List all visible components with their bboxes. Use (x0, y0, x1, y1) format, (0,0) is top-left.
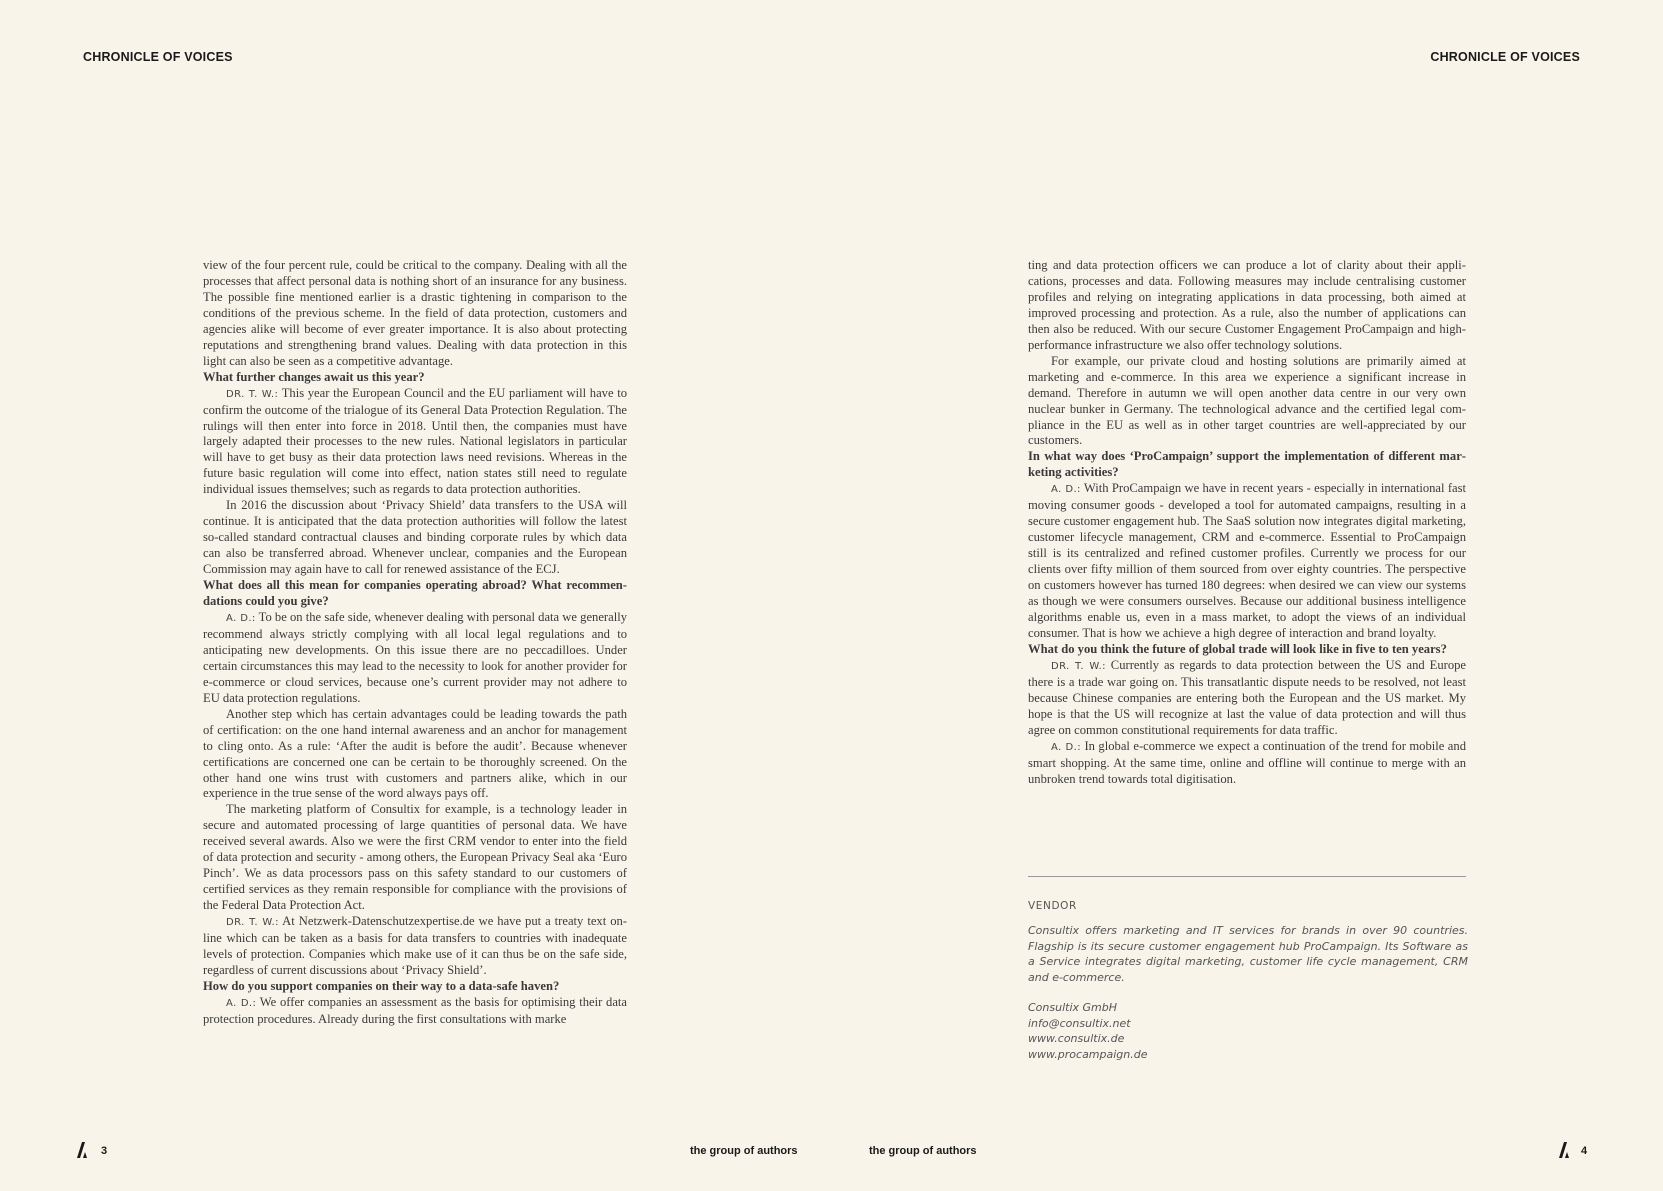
publisher-logo-icon (75, 1141, 91, 1159)
interview-question: What further changes await us this year? (203, 369, 425, 384)
interview-answer (1028, 739, 1466, 788)
footer-authors-right: the group of authors (869, 1145, 977, 1157)
body-paragraph: ting and data protection officers we can produce a lot of clarity about their applications, processes and data. Following measures may include centralising customer profiles and relying on integrating applications in data processing, both aimed at improved processing and protection. As a rule, also the number of applications can then also be reduced. With our secure Customer Engagement ProCampaign and high-performance infrastructure we also offer technology solutions. (1028, 258, 1466, 352)
vendor-box (1028, 900, 1468, 1062)
running-header-left: CHRONICLE OF VOICES (83, 50, 233, 64)
answer-text: To be on the safe side, whenever dealing with personal data we generally recommend always strictly complying with all local legal regulations and to anticipating new developments. On this issue there are no peccadilloes. Under certain circumstances this may lead to the necessity to look for another provider for e-commerce or cloud services, because one’s current provider may not adhere to EU data protection regulations. (203, 609, 628, 705)
body-paragraph: In 2016 the discussion about ‘Privacy Shield’ data transfers to the USA will continue. It is anticipated that the data protection authorities will follow the latest so-called standard contractual clauses and binding corporate rules by which data can also be transferred abroad. Whenever unclear, companies and the European Commission may again have to call for renewed assistance of the ECJ. (203, 498, 627, 577)
page-number-left: 3 (101, 1145, 108, 1157)
interview-answer (203, 995, 627, 1028)
footer-authors-left: the group of authors (690, 1145, 798, 1157)
interview-answer (1028, 481, 1466, 642)
vendor-email[interactable]: info@consultix.net (1028, 1016, 1131, 1030)
answer-text: Currently as regards to data protection between the US and Europe there is a trade war going on. This transatlantic dispute needs to be resolved, not least because Chinese companies are entering both the European and the US market. My hope is that the US will recognize at last the value of data protection and will thus agree on common constitutional requirements for data traffic. (1028, 657, 1466, 737)
vendor-description: Consultix offers marketing and IT services for brands in over 90 countries. Flagship is its secure customer engagement hub ProCampaign. Its Software as a Service integrates digital marketing, customer life cycle management, CRM and e-commerce. (1028, 924, 1468, 984)
interview-question: What does all this mean for companies operating abroad? What recommendations could you give? (203, 578, 627, 609)
answer-text: In global e-commerce we expect a continuation of the trend for mobile and smart shopping. At the same time, online and offline will continue to merge with an unbroken trend towards total digitisation. (1028, 738, 1466, 786)
speaker-initials: A. D.: (226, 997, 257, 1009)
vendor-website-procampaign[interactable]: www.procampaign.de (1028, 1047, 1148, 1061)
speaker-initials: DR. T. W.: (226, 388, 279, 400)
speaker-initials: A. D.: (1051, 741, 1081, 753)
body-paragraph: The marketing platform of Consultix for example, is a technology leader in secure and automated processing of large quantities of personal data. We have received several awards. Also we were the first CRM vendor to enter into the field of data protection and security - among others, the European Privacy Seal aka ‘Euro Pinch’. We as data processors pass on this safety standard to our customers of certified services as they remain responsible for compliance with the provisions of the Federal Data Protection Act. (203, 802, 627, 913)
left-text-column (203, 258, 627, 1028)
vendor-company: Consultix GmbH (1028, 1001, 1118, 1014)
right-text-column (1028, 258, 1466, 787)
page-number-right: 4 (1581, 1145, 1588, 1157)
vendor-divider (1028, 876, 1466, 877)
interview-answer (203, 386, 627, 499)
running-header-right: CHRONICLE OF VOICES (1430, 50, 1580, 64)
vendor-website-consultix[interactable]: www.consultix.de (1028, 1032, 1125, 1045)
interview-answer (1028, 658, 1466, 739)
speaker-initials: DR. T. W.: (226, 917, 279, 929)
speaker-initials: A. D.: (1051, 484, 1081, 496)
answer-text: With ProCampaign we have in recent years - especially in international fast moving consumer goods - developed a tool for automated campaigns, resulting in a secure customer engagement hub. The SaaS solution now integrates digital marketing, customer lifecycle management, CRM and e-commerce. Essential to ProCampaign still is its centralized and refined customer profiles. Currently we process for our clients over fifty million of them sourced from over eighty countries. The perspective on customers however has turned 180 degrees: when desired we can view our systems as though we were consumers ourselves. Because our additional business intelligence algorithms enable us, even in a mass market, to adopt the views of an individual consumer. That is how we achieve a high degree of interaction and brand loyalty. (1028, 481, 1467, 640)
vendor-label: VENDOR (1028, 900, 1077, 912)
publisher-logo-icon (1557, 1141, 1573, 1159)
body-paragraph: view of the four percent rule, could be critical to the company. Dealing with all the processes that affect personal data is nothing short of an insurance for any business. The possible fine mentioned earlier is a drastic tightening in comparison to the conditions of the previous scheme. In the field of data protection, customers and agencies alike will become of ever greater importance. It is also about protecting reputations and strengthening brand values. Dealing with data protection in this light can also be seen as a competitive advantage. (203, 258, 627, 368)
body-paragraph: Another step which has certain advantages could be leading towards the path of certification: on the one hand internal awareness and an anchor for management to cling onto. As a rule: ‘After the audit is before the audit’. Because whenever certifications are concerned one can be certain to be thoroughly screened. On the other hand one wins trust with customers and partners alike, which in our experience in the true sense of the word always pays off. (203, 706, 627, 801)
interview-question: In what way does ‘ProCampaign’ support the implementation of different marketing activities? (1028, 449, 1466, 480)
body-paragraph: For example, our private cloud and hosting solutions are primarily aimed at marketing and e-commerce. In this area we experience a significant increase in demand. Therefore in autumn we will open another data centre in our very own nuclear bunker in Germany. The technological advance and the certified legal compliance in the EU as well as in other target countries are well-appreciated by our customers. (1028, 353, 1466, 448)
interview-answer (203, 610, 627, 707)
interview-question: What do you think the future of global trade will look like in five to ten years? (1028, 641, 1447, 656)
answer-text: We offer companies an assessment as the basis for optimising their data protection procedures. Already during the first consultations with marke (203, 994, 627, 1026)
speaker-initials: A. D.: (226, 612, 256, 624)
speaker-initials: DR. T. W.: (1051, 660, 1106, 672)
interview-answer (203, 914, 627, 979)
answer-text: At Netzwerk-Datenschutzexpertise.de we have put a treaty text online which can be taken as a basis for data transfers to countries with inadequate levels of protection. Companies which make use of it can thus be on the safe side, regardless of current discussions about ‘Privacy Shield’. (203, 914, 627, 977)
interview-question: How do you support companies on their way to a data-safe haven? (203, 978, 560, 993)
answer-text: This year the European Council and the EU parliament will have to confirm the outcome of the trialogue of its General Data Protection Regulation. The rulings will then enter into force in 2018. Until then, the companies must have largely adapted their processes to the new rules. National legislators in particular will have to get busy as their data protection laws need revisions. Whereas in the future basic regulation will come into effect, nation states still need to regulate individual issues themselves; such as regards to data protection authorities. (203, 385, 628, 497)
